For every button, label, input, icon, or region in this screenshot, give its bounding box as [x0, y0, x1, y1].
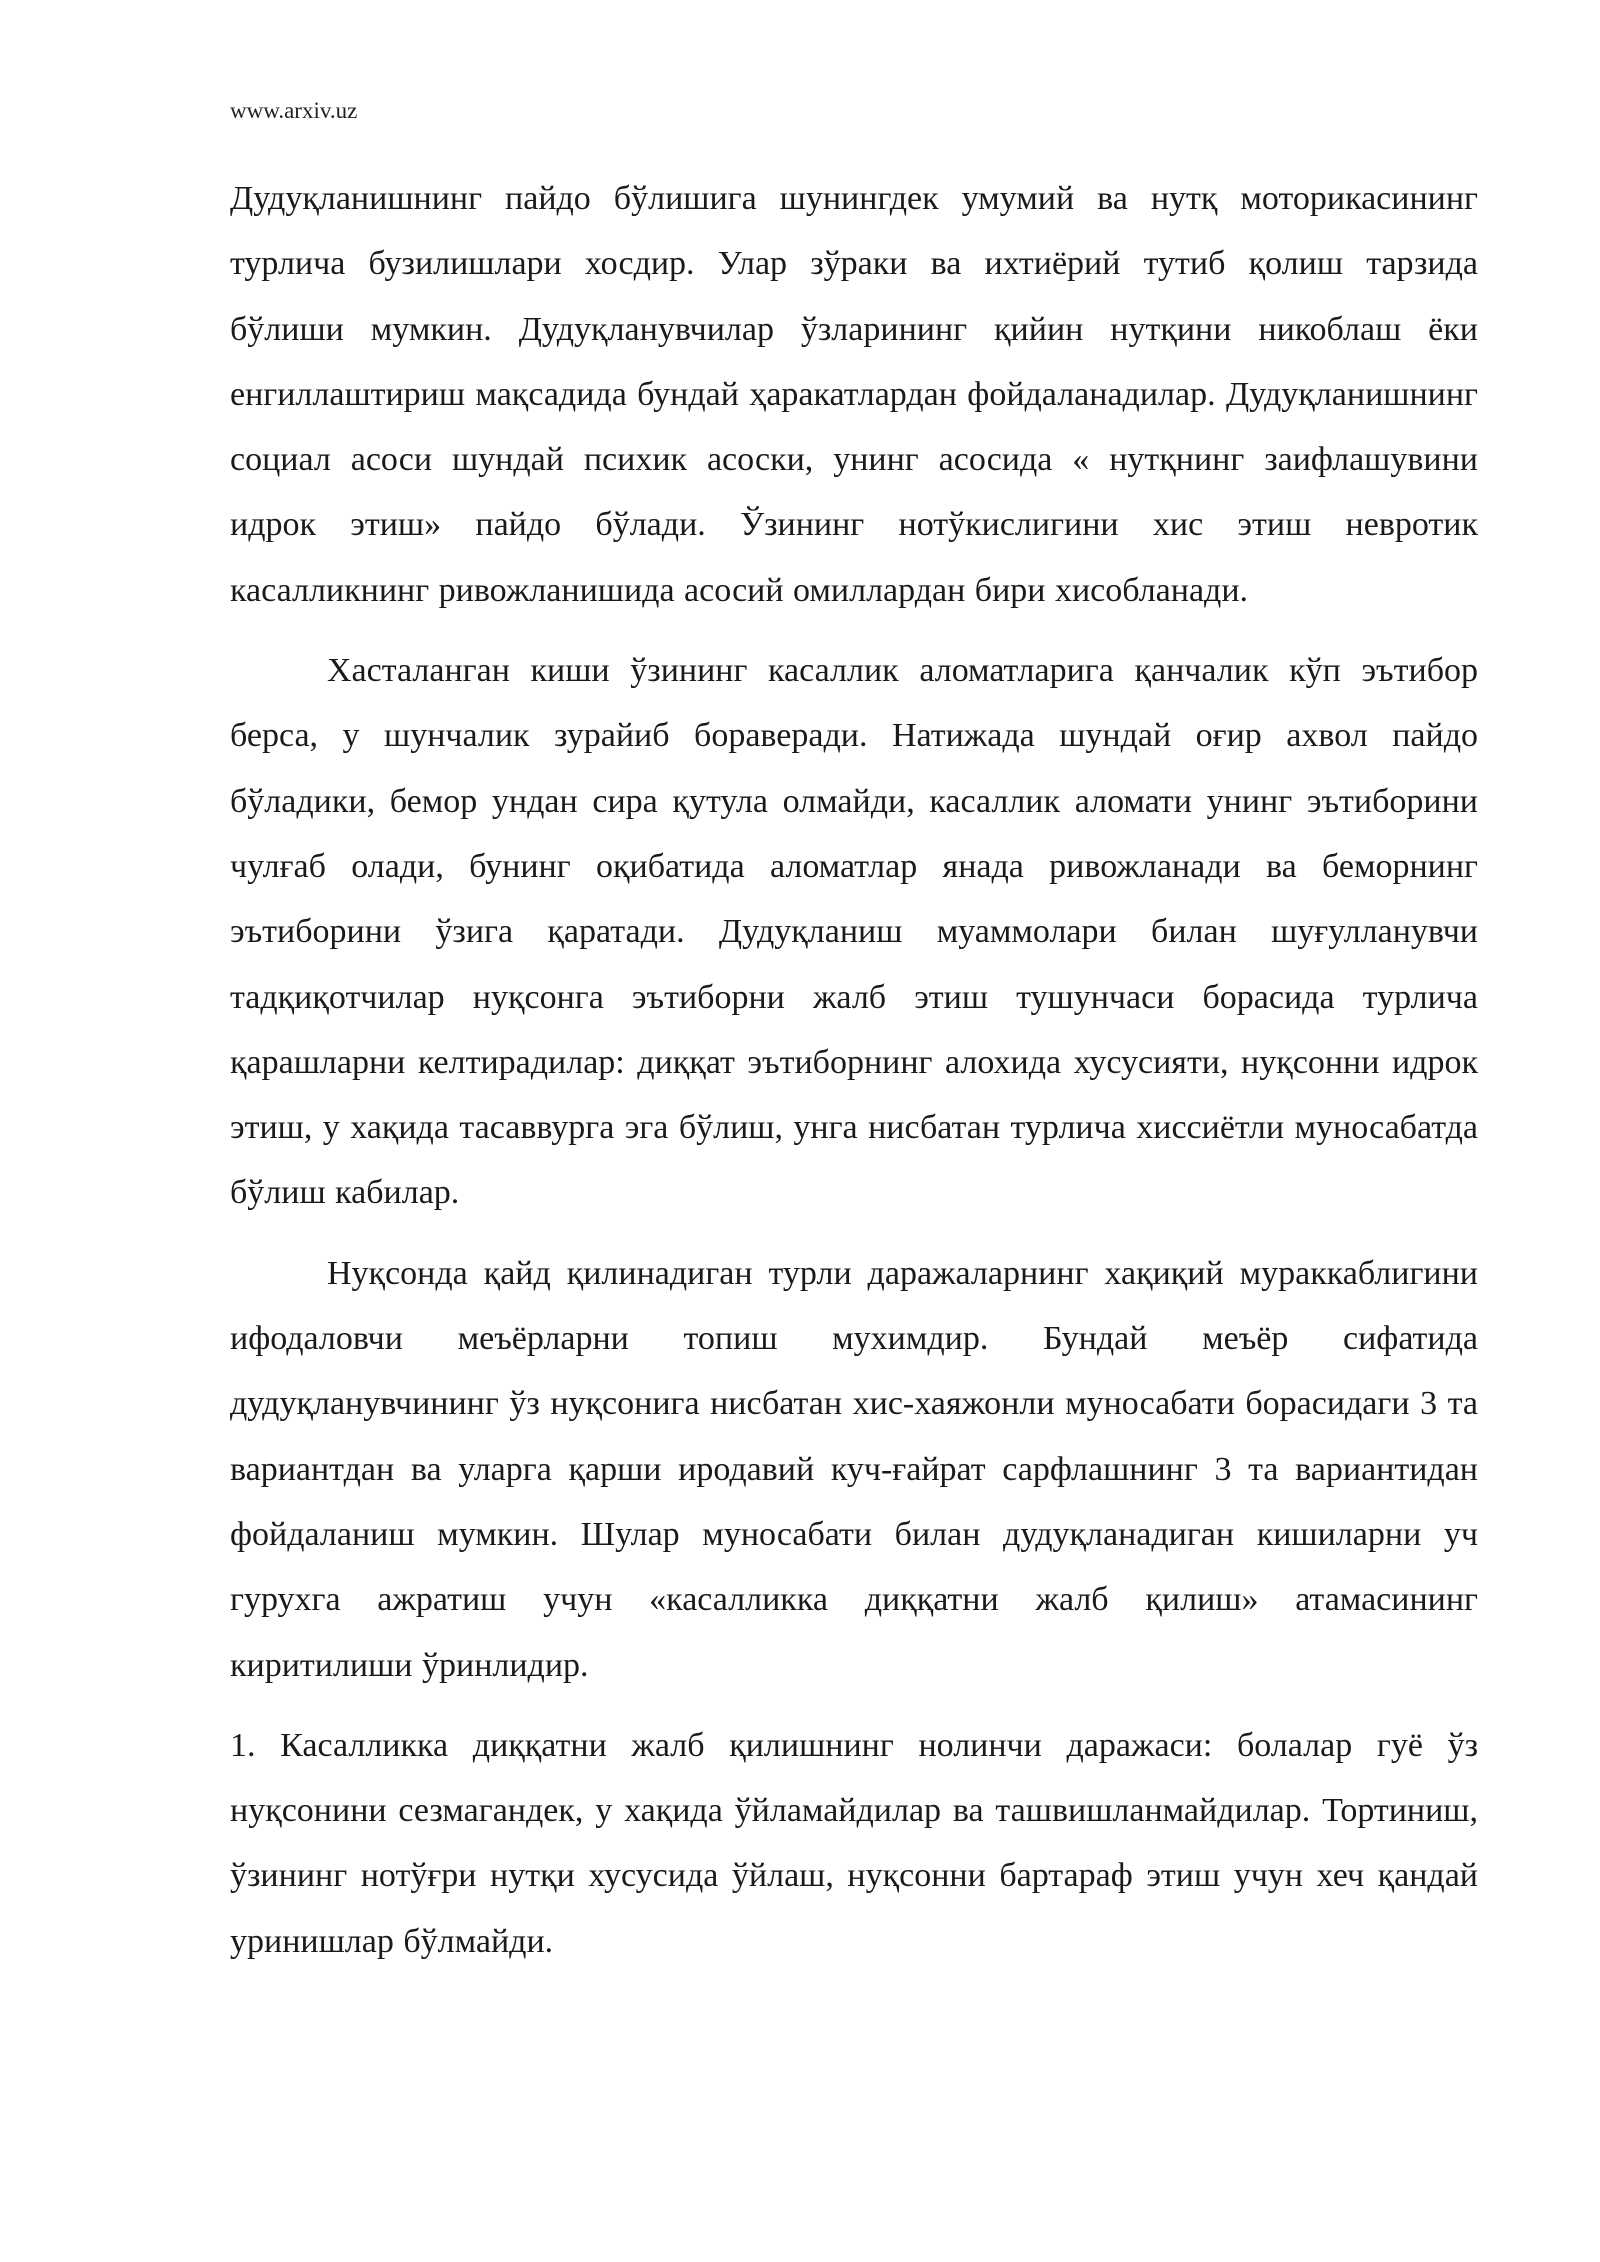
document-body — [230, 166, 1478, 1974]
paragraph-2: Хасталанган киши ўзининг касаллик аломатларига қанчалик кўп эътибор берса, у шунчалик зурайиб бораверади. Натижада шундай оғир ахвол пайдо бўладики, бемор ундан сира қутула олмайди, касаллик аломати унинг эътиборини чулғаб олади, бунинг оқибатида аломатлар янада ривожланади ва беморнинг эътиборини ўзига қаратади. Дудуқланиш муаммолари билан шуғулланувчи тадқиқотчилар нуқсонга эътиборни жалб этиш тушунчаси борасида турлича қарашларни келтирадилар: диққат эътиборнинг алохида хусусияти, нуқсонни идрок этиш, у хақида тасаввурга эга бўлиш, унга нисбатан турлича хиссиётли муносабатда бўлиш кабилар. — [230, 652, 1478, 1212]
paragraph-1: Дудуқланишнинг пайдо бўлишига шунингдек умумий ва нутқ моторикасининг турлича бузилишлари хосдир. Улар зўраки ва ихтиёрий тутиб қолиш тарзида бўлиши мумкин. Дудуқланувчилар ўзларининг қийин нутқини никоблаш ёки енгиллаштириш мақсадида бундай ҳаракатлардан фойдаланадилар. Дудуқланишнинг социал асоси шундай психик асоски, унинг асосида « нутқнинг заифлашувини идрок этиш» пайдо бўлади. Ўзининг нотўкислигини хис этиш невротик касалликнинг ривожланишида асосий омиллардан бири хисобланади. — [230, 180, 1478, 609]
list-item-1: 1. Касалликка диққатни жалб қилишнинг нолинчи даражаси: болалар гуё ўз нуқсонини сезмагандек, у хақида ўйламайдилар ва ташвишланмайдилар. Тортиниш, ўзининг нотўғри нутқи хусусида ўйлаш, нуқсонни бартараф этиш учун хеч қандай уринишлар бўлмайди. — [230, 1726, 1478, 1960]
paragraph-3: Нуқсонда қайд қилинадиган турли даражаларнинг хақиқий мураккаблигини ифодаловчи меъёрларни топиш мухимдир. Бундай меъёр сифатида дудуқланувчининг ўз нуқсонига нисбатан хис-хаяжонли муносабати борасидаги 3 та вариантдан ва уларга қарши иродавий куч-ғайрат сарфлашнинг 3 та вариантидан фойдаланиш мумкин. Шулар муносабати билан дудуқланадиган кишиларни уч гурухга ажратиш учун «касалликка диққатни жалб қилиш» атамасининг киритилиши ўринлидир. — [230, 1254, 1478, 1684]
header-url: www.arxiv.uz — [230, 98, 358, 123]
